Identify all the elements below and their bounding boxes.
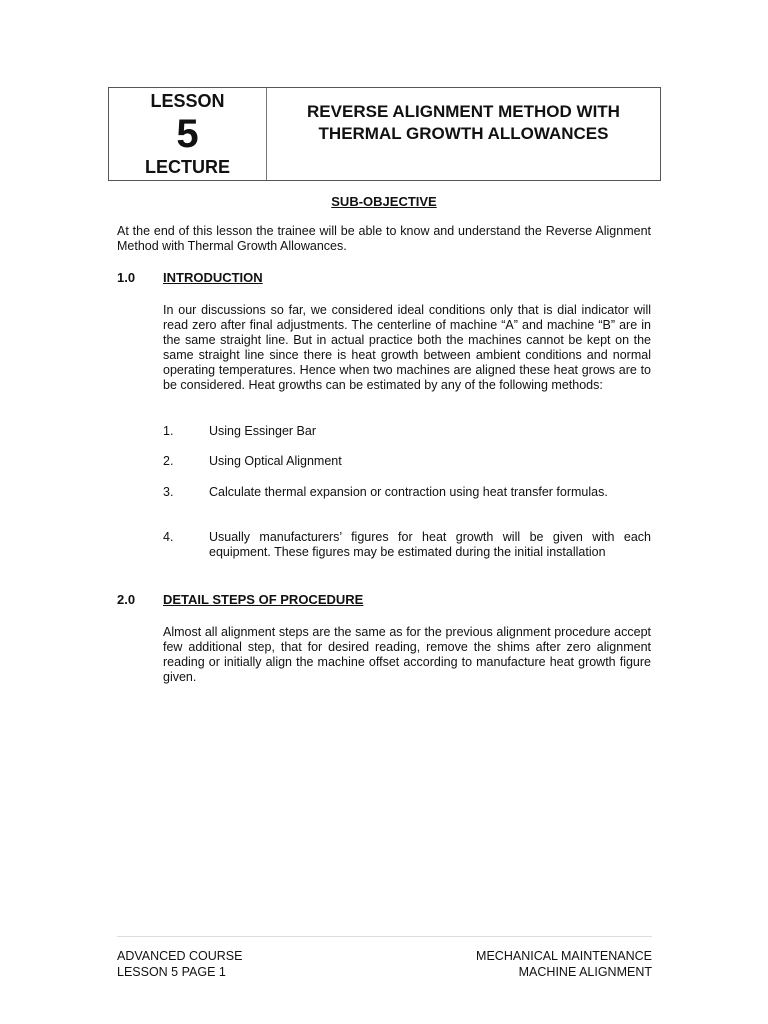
sub-objective-text: At the end of this lesson the trainee will be able to know and understand the Reverse Alignment Method with Thermal Growth Allowances. — [117, 224, 651, 253]
sub-objective-heading: SUB-OBJECTIVE — [331, 194, 437, 209]
list-item — [163, 454, 651, 469]
lecture-label: LECTURE — [145, 157, 230, 177]
list-item — [163, 485, 651, 500]
section-title: INTRODUCTION — [163, 270, 263, 285]
section-heading-detail-steps — [117, 592, 363, 607]
list-item-text: Using Essinger Bar — [209, 424, 316, 438]
introduction-text: In our discussions so far, we considered ideal conditions only that is dial indicator will read zero after final adjustments. The centerline of machine “A” and machine “B” are in the same straight line. But in actual practice both the machines cannot be kept on the same straight line since there is heat growth between ambient conditions and normal operating temperatures. Hence when two machines are aligned these heat grows are to be considered. Heat growths can be estimated by any of the following methods: — [163, 303, 651, 392]
list-item-number: 1. — [163, 424, 174, 438]
list-item-text: Using Optical Alignment — [209, 454, 342, 468]
section-number: 1.0 — [117, 270, 136, 285]
detail-steps-text: Almost all alignment steps are the same as for the previous alignment procedure accept few additional step, that for desired reading, remove the shims after zero alignment reading or initially align the machine offset according to manufacture heat growth figure given. — [163, 625, 651, 684]
lesson-number: 5 — [176, 112, 199, 156]
list-item-text: Usually manufacturers’ figures for heat growth will be given with each equipment. These figures may be estimated during the initial installation — [209, 530, 651, 559]
footer-page: LESSON 5 PAGE 1 — [117, 965, 226, 979]
section-number: 2.0 — [117, 592, 136, 607]
list-item-text: Calculate thermal expansion or contraction using heat transfer formulas. — [209, 485, 608, 499]
footer-divider — [117, 936, 652, 937]
footer-department: MECHANICAL MAINTENANCE — [476, 949, 652, 963]
lesson-header-box — [108, 87, 661, 181]
list-item-number: 4. — [163, 530, 174, 544]
title-cell — [267, 88, 660, 180]
section-title: DETAIL STEPS OF PROCEDURE — [163, 592, 364, 607]
section-heading-introduction — [117, 270, 263, 285]
list-item — [163, 530, 651, 560]
footer-left — [117, 948, 242, 980]
lesson-label: LESSON — [150, 91, 225, 111]
lesson-cell — [109, 88, 267, 180]
list-item-number: 3. — [163, 485, 174, 499]
list-item-number: 2. — [163, 454, 174, 468]
footer-course: ADVANCED COURSE — [117, 949, 243, 963]
footer-subject: MACHINE ALIGNMENT — [518, 965, 652, 979]
footer-right — [476, 948, 652, 980]
lesson-title: REVERSE ALIGNMENT METHOD WITH THERMAL GROWTH ALLOWANCES — [307, 102, 620, 143]
list-item — [163, 424, 651, 439]
